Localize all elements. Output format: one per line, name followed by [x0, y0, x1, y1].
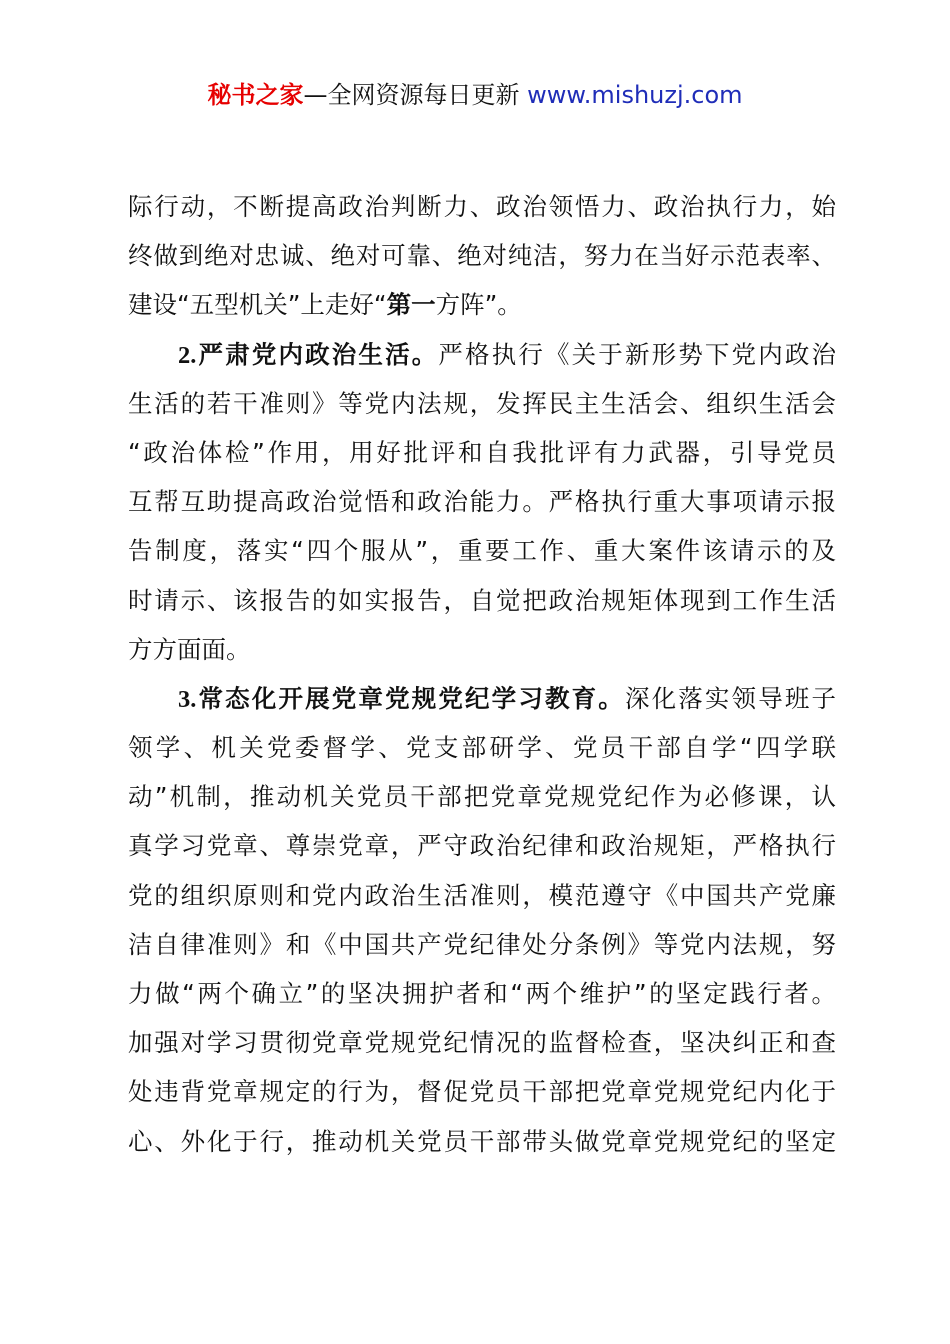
paragraph-2	[128, 330, 836, 674]
text-line: 真学习党章、尊崇党章，严守政治纪律和政治规矩，严格执行	[128, 831, 836, 861]
section-title: 常态化开展党章党规党纪学习教育。	[196, 683, 625, 713]
document-body	[128, 182, 836, 1166]
text-line: 告制度，落实“四个服从”，重要工作、重大案件该请示的及	[128, 536, 836, 566]
text-line: 生活的若干准则》等党内法规，发挥民主生活会、组织生活会	[128, 388, 836, 418]
heading-line	[128, 330, 836, 379]
section-number: 3.	[178, 685, 197, 713]
text-line: 际行动，不断提高政治判断力、政治领悟力、政治执行力，始	[128, 192, 836, 221]
text-line: 时请示、该报告的如实报告，自觉把政治规矩体现到工作生活	[128, 585, 836, 615]
text-line: 洁自律准则》和《中国共产党纪律处分条例》等党内法规，努	[128, 929, 836, 959]
page-header	[0, 78, 950, 112]
section-title: 严肃党内政治生活。	[196, 339, 439, 369]
site-brand: 秘书之家	[207, 81, 304, 109]
text-line: 心、外化于行，推动机关党员干部带头做党章党规党纪的坚定	[128, 1126, 836, 1156]
text-segment: 方阵”。	[435, 290, 522, 320]
text-line: 互帮互助提高政治觉悟和政治能力。严格执行重大事项请示报	[128, 487, 836, 517]
text-line: 方方面面。	[128, 634, 251, 664]
text-line: 处违背党章规定的行为，督促党员干部把党章党规党纪内化于	[128, 1077, 836, 1107]
text-segment: 建设“五型机关”上走好“	[128, 290, 387, 320]
text-line: 加强对学习贯彻党章党规党纪情况的监督检查，坚决纠正和查	[128, 1028, 836, 1058]
text-line	[128, 280, 836, 329]
paragraph-1	[128, 182, 836, 330]
text-segment: 深化落实领导班子	[624, 683, 837, 713]
paragraph-3	[128, 674, 836, 1166]
bold-text: 第一	[386, 290, 436, 320]
text-line: 终做到绝对忠诚、绝对可靠、绝对纯洁，努力在当好示范表率、	[128, 241, 836, 271]
heading-line	[128, 674, 836, 723]
text-segment: 严格执行《关于新形势下党内政治	[438, 339, 837, 369]
text-line: 党的组织原则和党内政治生活准则，模范遵守《中国共产党廉	[128, 880, 836, 910]
text-line: “政治体检”作用，用好批评和自我批评有力武器，引导党员	[128, 437, 836, 467]
text-line: 领学、机关党委督学、党支部研学、党员干部自学“四学联	[128, 733, 836, 763]
section-number: 2.	[178, 341, 197, 369]
site-tagline: —全网资源每日更新	[303, 81, 520, 109]
text-line: 动”机制，推动机关党员干部把党章党规党纪作为必修课，认	[128, 782, 836, 812]
text-line: 力做“两个确立”的坚决拥护者和“两个维护”的坚定践行者。	[128, 979, 836, 1008]
site-url-link[interactable]: www.mishuzj.com	[527, 81, 743, 109]
